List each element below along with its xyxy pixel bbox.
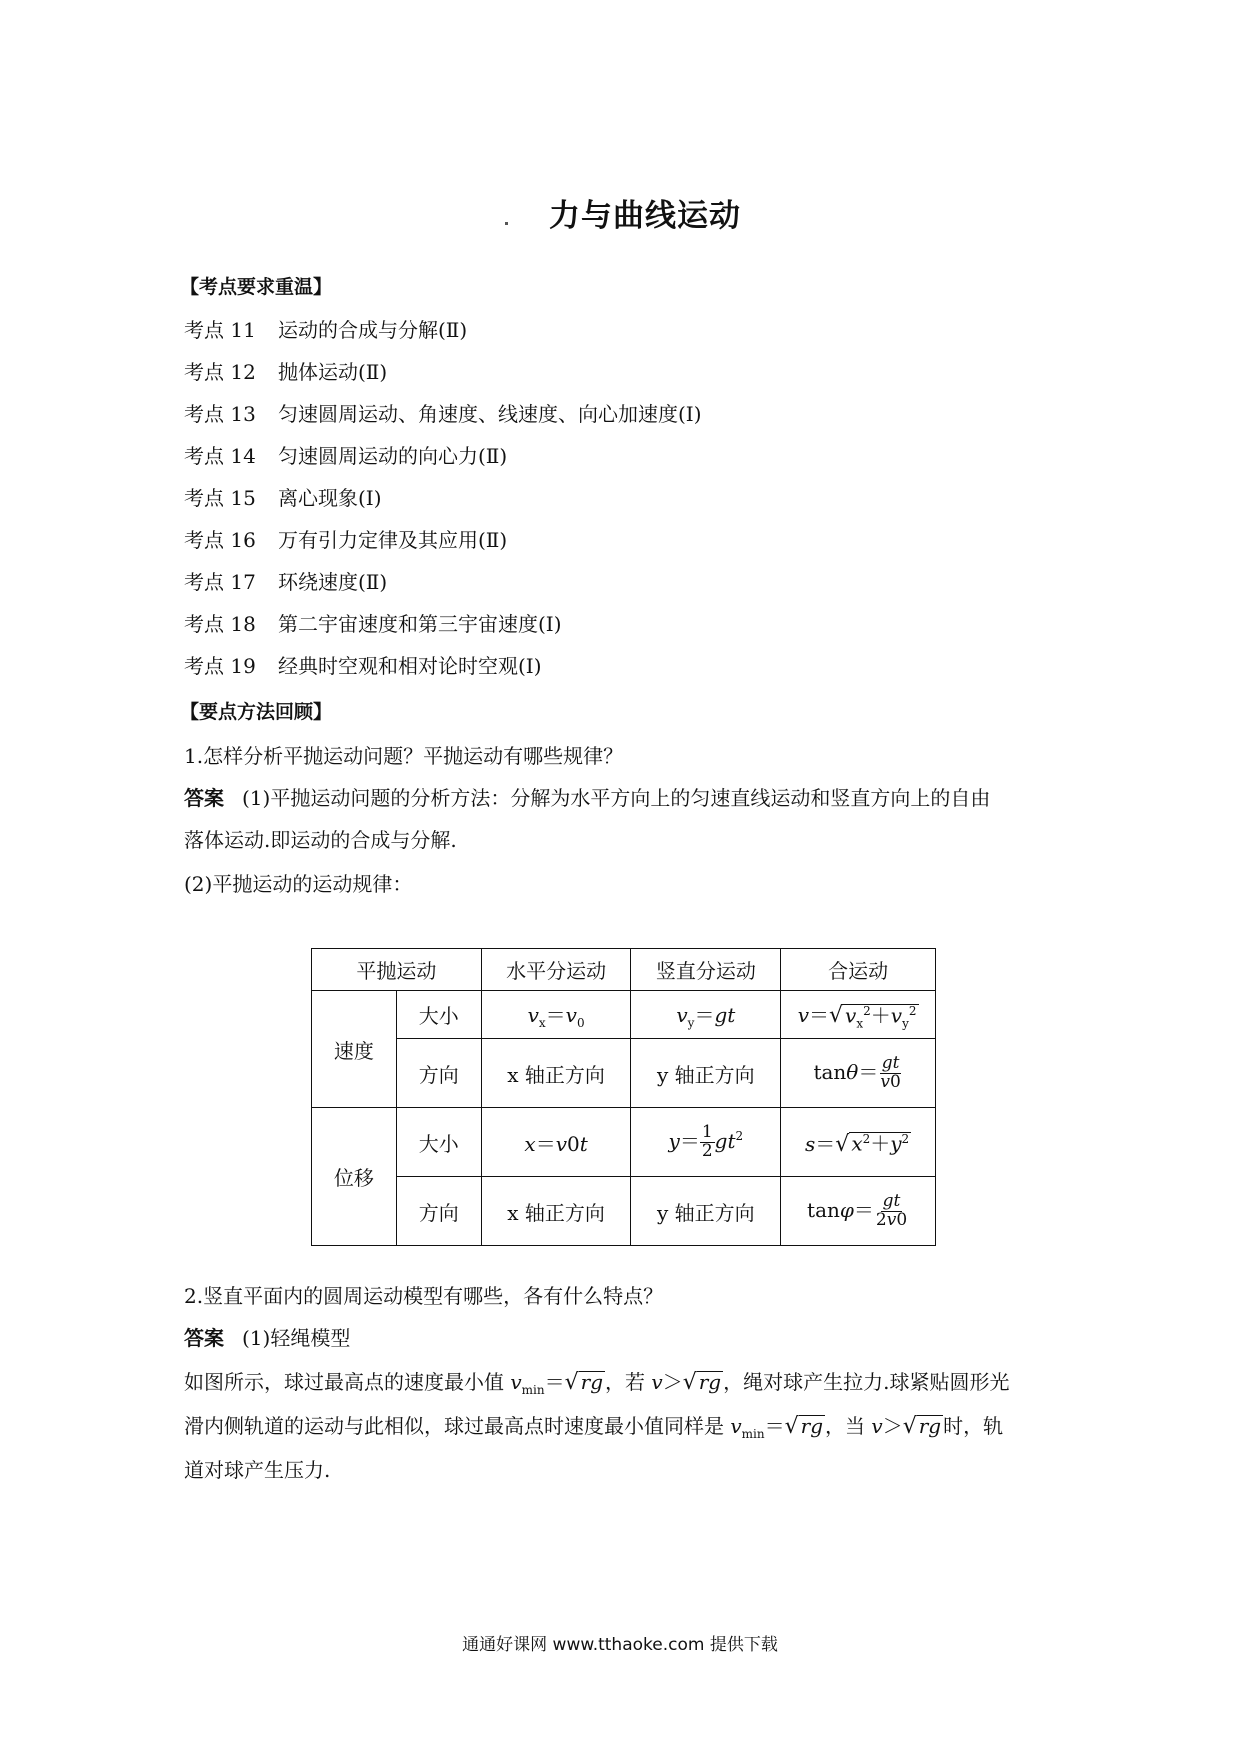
text-segment: ，若	[605, 1370, 652, 1394]
exam-point-number: 考点 15	[184, 486, 256, 510]
exam-point-17	[184, 566, 387, 595]
answer-1-text: (1)平抛运动问题的分析方法：分解为水平方向上的匀速直线运动和竖直方向上的自由	[242, 786, 991, 810]
formula-s: s＝√ $x^2+y^2$	[781, 1108, 936, 1177]
tan-label: tan	[807, 1197, 840, 1222]
formula-vx: $v_x=v_0$	[481, 991, 631, 1039]
text-segment: ，当	[825, 1414, 872, 1438]
exam-point-12	[184, 356, 387, 385]
question-1: 1.怎样分析平抛运动问题？平抛运动有哪些规律？	[184, 744, 624, 768]
exam-point-text: 第二宇宙速度和第三宇宙速度(Ⅰ)	[278, 612, 562, 636]
sub-label-direction: 方向	[396, 1039, 481, 1108]
table-header-row	[312, 949, 936, 991]
exam-point-14	[184, 440, 507, 469]
formula-vy: $v_y=gt$	[631, 991, 781, 1039]
exam-point-19	[184, 650, 542, 679]
table-header-cell: 水平分运动	[481, 949, 631, 991]
exam-point-number: 考点 11	[184, 318, 256, 342]
formula-x: x＝v0t	[481, 1108, 631, 1177]
answer-2-para-line-1: 如图所示，球过最高点的速度最小值 $v_{min}=√$ rg ，若 v＞√ rg ，绳对球产生拉力.球紧贴圆形光	[184, 1370, 1010, 1397]
exam-point-16	[184, 524, 507, 553]
table-row	[312, 1177, 936, 1246]
page-title: 力与曲线运动	[549, 198, 741, 234]
table-row	[312, 991, 936, 1039]
table-header-cell: 合运动	[781, 949, 936, 991]
answer-2-para-line-3: 道对球产生压力.	[184, 1458, 331, 1482]
formula-tan-phi: tanφ＝ $\frac{gt}{2v0}$	[781, 1177, 936, 1246]
exam-point-text: 运动的合成与分解(Ⅱ)	[278, 318, 468, 342]
answer-1-line-2: 落体运动.即运动的合成与分解.	[184, 828, 457, 852]
y-direction: y 轴正方向	[631, 1177, 781, 1246]
text-segment: ，绳对球产生拉力.球紧贴圆形光	[723, 1370, 1010, 1394]
exam-point-text: 经典时空观和相对论时空观(Ⅰ)	[278, 654, 542, 678]
exam-point-13	[184, 398, 702, 427]
exam-point-number: 考点 16	[184, 528, 256, 552]
exam-point-15	[184, 482, 382, 511]
answer-1-line-1	[184, 782, 990, 811]
exam-point-text: 匀速圆周运动的向心力(Ⅱ)	[278, 444, 508, 468]
x-direction: x 轴正方向	[481, 1039, 631, 1108]
table-header-cell: 竖直分运动	[631, 949, 781, 991]
question-2: 2.竖直平面内的圆周运动模型有哪些，各有什么特点？	[184, 1284, 664, 1308]
table-row	[312, 1039, 936, 1108]
exam-point-18	[184, 608, 562, 637]
exam-point-text: 匀速圆周运动、角速度、线速度、向心加速度(Ⅰ)	[278, 402, 702, 426]
x-direction: x 轴正方向	[481, 1177, 631, 1246]
answer-label: 答案	[184, 1326, 224, 1350]
exam-point-number: 考点 18	[184, 612, 256, 636]
answer-2-title	[184, 1322, 350, 1351]
text-segment: 时，轨	[943, 1414, 1004, 1438]
exam-point-text: 万有引力定律及其应用(Ⅱ)	[278, 528, 508, 552]
footer-credit: 通通好课网 www.tthaoke.com 提供下载	[462, 1635, 778, 1655]
exam-point-number: 考点 13	[184, 402, 256, 426]
sub-label-direction: 方向	[396, 1177, 481, 1246]
answer-label: 答案	[184, 786, 224, 810]
stray-dot	[505, 222, 508, 225]
exam-point-text: 离心现象(Ⅰ)	[278, 486, 382, 510]
text-segment: 如图所示，球过最高点的速度最小值	[184, 1370, 511, 1394]
exam-point-number: 考点 17	[184, 570, 256, 594]
exam-point-text: 环绕速度(Ⅱ)	[278, 570, 388, 594]
section-heading-requirements: 【考点要求重温】	[180, 276, 333, 298]
formula-tan-theta: tanθ＝ $\frac{gt}{v0}$	[781, 1039, 936, 1108]
exam-point-number: 考点 19	[184, 654, 256, 678]
tan-label: tan	[813, 1059, 847, 1084]
formula-v: v＝√ $v_x^2+v_y^2$	[781, 991, 936, 1039]
projectile-motion-table	[311, 948, 936, 1246]
exam-point-text: 抛体运动(Ⅱ)	[278, 360, 388, 384]
exam-point-11	[184, 314, 467, 343]
sub-label-size: 大小	[396, 991, 481, 1039]
formula-y: y＝ $\frac{1}{2}$ $gt^2$	[631, 1108, 781, 1177]
exam-point-number: 考点 14	[184, 444, 256, 468]
answer-1-line-3: (2)平抛运动的运动规律：	[184, 872, 413, 896]
section-heading-methods: 【要点方法回顾】	[180, 701, 333, 723]
text-segment: 滑内侧轨道的运动与此相似，球过最高点时速度最小值同样是	[184, 1414, 731, 1438]
row-label-displacement: 位移	[312, 1108, 397, 1246]
answer-2-para-line-2: 滑内侧轨道的运动与此相似，球过最高点时速度最小值同样是 $v_{min}=√$ rg ，当 v＞√ rg 时，轨	[184, 1414, 1004, 1441]
row-label-speed: 速度	[312, 991, 397, 1108]
table-row	[312, 1108, 936, 1177]
answer-2-title-text: (1)轻绳模型	[242, 1326, 351, 1350]
exam-point-number: 考点 12	[184, 360, 256, 384]
y-direction: y 轴正方向	[631, 1039, 781, 1108]
sub-label-size: 大小	[396, 1108, 481, 1177]
table-header-cell: 平抛运动	[312, 949, 482, 991]
